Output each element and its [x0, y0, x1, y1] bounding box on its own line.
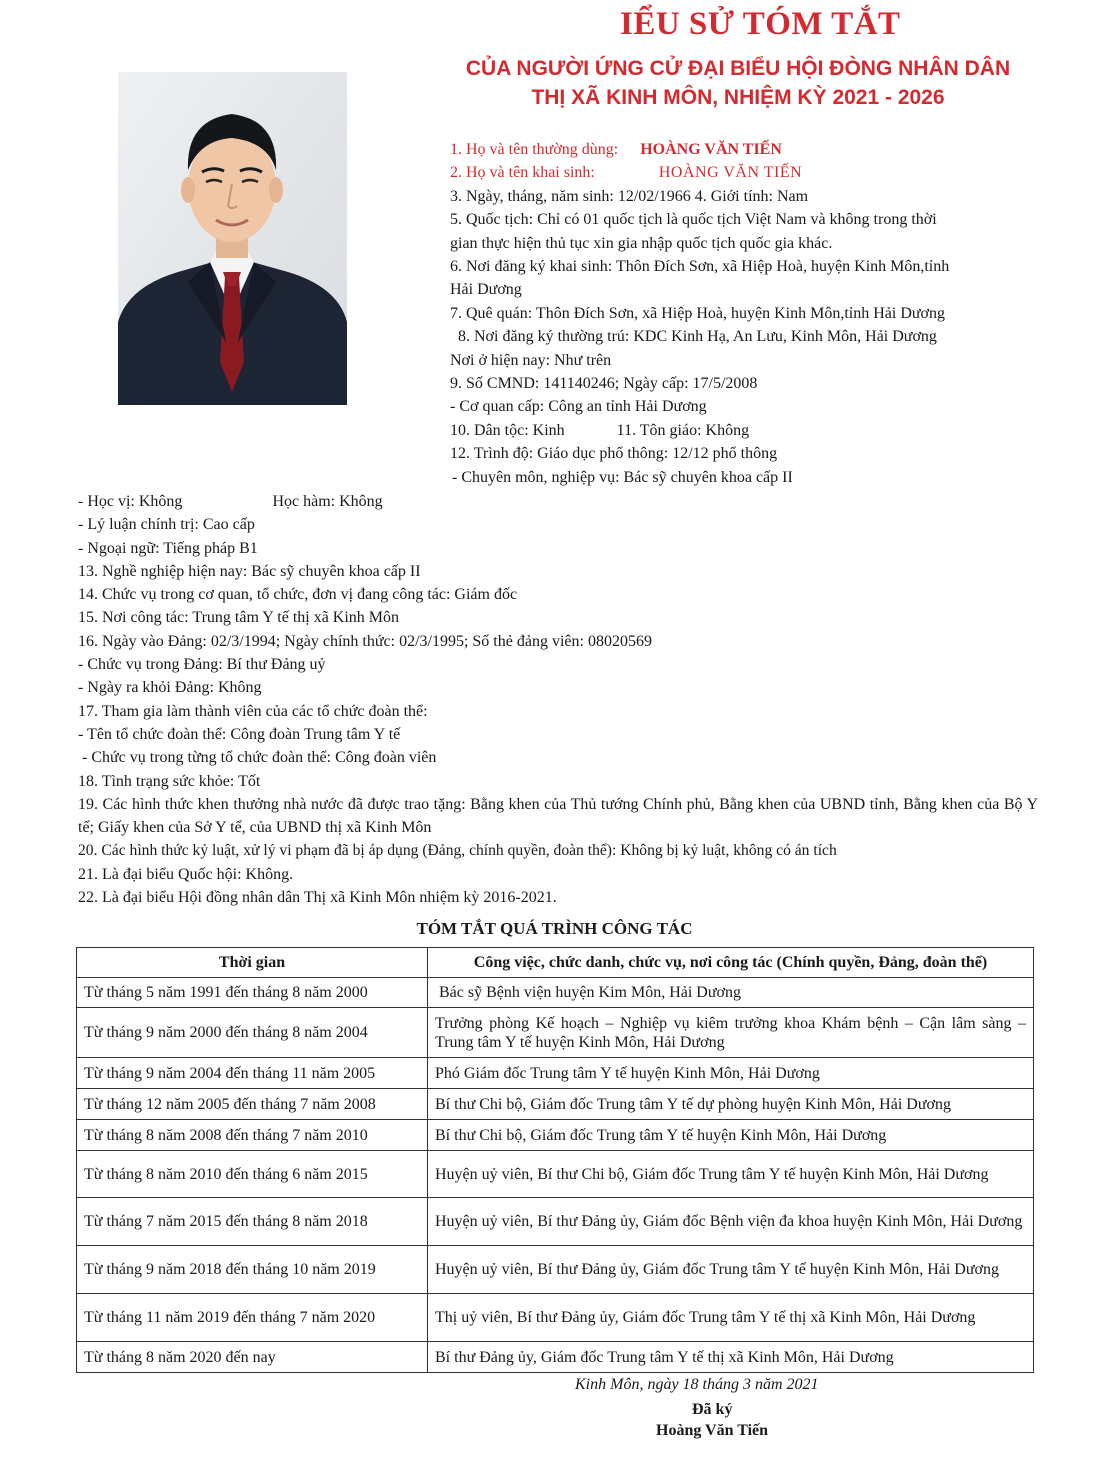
signature-date: Kinh Môn, ngày 18 tháng 3 năm 2021 [575, 1376, 819, 1393]
info-id-card: 9. Số CMND: 141140246; Ngày cấp: 17/5/2008 [450, 375, 758, 393]
row-work: Thị uỷ viên, Bí thư Đảng ủy, Giám đốc Trung tâm Y tế thị xã Kinh Môn, Hải Dương [428, 1294, 1034, 1342]
info-ethnicity: 10. Dân tộc: Kinh [450, 421, 565, 439]
row-time: Từ tháng 9 năm 2018 đến tháng 10 năm 2019 [77, 1246, 428, 1294]
info-hometown: 7. Quê quán: Thôn Đích Sơn, xã Hiệp Hoà, huyện Kinh Môn,tỉnh Hải Dương [450, 304, 946, 322]
document-subtitle-line1: CỦA NGƯỜI ỨNG CỬ ĐẠI BIỂU HỘI ĐÒNG NHÂN DÂN [465, 57, 1011, 80]
workplace: 15. Nơi công tác: Trung tâm Y tế thị xã Kinh Môn [78, 609, 400, 627]
column-header-time: Thời gian [77, 948, 428, 978]
info-common-name-label: 1. Họ và tên thường dùng: [450, 141, 619, 158]
personal-info-block [450, 138, 949, 489]
table-header-row [77, 948, 1034, 978]
table-row [77, 1294, 1034, 1342]
row-time: Từ tháng 8 năm 2020 đến nay [77, 1342, 428, 1373]
foreign-language: - Ngoại ngữ: Tiếng pháp B1 [78, 539, 258, 557]
council-delegate: 22. Là đại biểu Hội đồng nhân dân Thị xã Kinh Môn nhiệm kỳ 2016-2021. [78, 889, 557, 907]
row-time: Từ tháng 11 năm 2019 đến tháng 7 năm 2020 [77, 1294, 428, 1342]
row-time: Từ tháng 12 năm 2005 đến tháng 7 năm 2008 [77, 1089, 428, 1120]
political-theory: - Lý luận chính trị: Cao cấp [78, 516, 255, 534]
info-birth-name-row [450, 161, 949, 184]
table-row [77, 978, 1034, 1008]
current-position: 14. Chức vụ trong cơ quan, tổ chức, đơn vị đang công tác: Giám đốc [78, 586, 518, 604]
table-row [77, 1089, 1034, 1120]
info-birth-name-value: HOÀNG VĂN TIẾN [658, 164, 803, 182]
info-specialty: - Chuyên môn, nghiệp vụ: Bác sỹ chuyên khoa cấp II [452, 468, 793, 486]
row-work: Bí thư Chi bộ, Giám đốc Trung tâm Y tế huyện Kinh Môn, Hải Dương [428, 1120, 1034, 1151]
info-nationality-line1: 5. Quốc tịch: Chỉ có 01 quốc tịch là quốc tịch Việt Nam và không trong thời [450, 211, 937, 229]
info-education: 12. Trình độ: Giáo dục phổ thông: 12/12 phổ thông [450, 445, 778, 463]
signature-name: Hoàng Văn Tiến [656, 1422, 769, 1439]
row-work: Huyện uỷ viên, Bí thư Chi bộ, Giám đốc Trung tâm Y tế huyện Kinh Môn, Hải Dương [428, 1151, 1034, 1198]
portrait-illustration [118, 72, 347, 405]
row-time: Từ tháng 8 năm 2010 đến tháng 6 năm 2015 [77, 1151, 428, 1198]
row-time: Từ tháng 9 năm 2000 đến tháng 8 năm 2004 [77, 1008, 428, 1058]
row-work: Bí thư Đảng ủy, Giám đốc Trung tâm Y tế thị xã Kinh Môn, Hải Dương [428, 1342, 1034, 1373]
table-row [77, 1342, 1034, 1373]
candidate-portrait-photo [118, 72, 347, 405]
column-header-work: Công việc, chức danh, chức vụ, nơi công tác (Chính quyền, Đảng, đoàn thể) [428, 948, 1034, 978]
row-time: Từ tháng 7 năm 2015 đến tháng 8 năm 2018 [77, 1198, 428, 1246]
info-ethnicity-religion-row [450, 419, 949, 442]
info-birthdate-gender: 3. Ngày, tháng, năm sinh: 12/02/1966 4. Giới tính: Nam [450, 187, 809, 205]
academic-title: Học hàm: Không [272, 493, 383, 510]
info-current-residence: Nơi ở hiện nay: Như trên [450, 351, 612, 369]
party-leave-date: - Ngày ra khỏi Đảng: Không [78, 679, 262, 697]
signature-signed-label: Đã ký [692, 1401, 733, 1418]
row-work: Phó Giám đốc Trung tâm Y tế huyện Kinh Môn, Hải Dương [428, 1058, 1034, 1089]
organization-name: - Tên tổ chức đoàn thể: Công đoàn Trung tâm Y tế [78, 725, 401, 743]
health-status: 18. Tình trạng sức khỏe: Tốt [78, 772, 261, 790]
row-time: Từ tháng 9 năm 2004 đến tháng 11 năm 2005 [77, 1058, 428, 1089]
academic-degree: - Học vị: Không [78, 493, 183, 510]
party-position: - Chức vụ trong Đảng: Bí thư Đảng uỷ [78, 656, 326, 674]
row-time: Từ tháng 5 năm 1991 đến tháng 8 năm 2000 [77, 978, 428, 1008]
info-common-name-value: HOÀNG VĂN TIẾN [640, 141, 782, 158]
awards: 19. Các hình thức khen thưởng nhà nước đã được trao tặng: Bằng khen của Thủ tướng Chính phủ, Bằng khen của UBND tỉnh, Bằng khen của Bộ Y tế; Giấy khen của Sở Y tế, của UBND thị xã Kinh Môn [78, 795, 1038, 837]
current-occupation: 13. Nghề nghiệp hiện nay: Bác sỹ chuyên khoa cấp II [78, 562, 421, 580]
info-birth-registration-line1: 6. Nơi đăng ký khai sinh: Thôn Đích Sơn, xã Hiệp Hoà, huyện Kinh Môn,tỉnh [450, 258, 950, 276]
info-common-name-row [450, 138, 949, 161]
row-work: Trưởng phòng Kế hoạch – Nghiệp vụ kiêm trưởng khoa Khám bệnh – Cận lâm sàng – Trung tâm Y tế huyện Kinh Môn, Hải Dương [428, 1008, 1034, 1058]
info-religion: 11. Tôn giáo: Không [616, 421, 750, 439]
table-row [77, 1198, 1034, 1246]
row-work: Huyện uỷ viên, Bí thư Đảng ủy, Giám đốc Bệnh viện đa khoa huyện Kinh Môn, Hải Dương [428, 1198, 1034, 1246]
discipline: 20. Các hình thức kỷ luật, xử lý vi phạm đã bị áp dụng (Đảng, chính quyền, đoàn thể): Không bị kỷ luật, không có án tích [78, 842, 837, 860]
row-work: Bí thư Chi bộ, Giám đốc Trung tâm Y tế dự phòng huyện Kinh Môn, Hải Dương [428, 1089, 1034, 1120]
info-birth-name-label: 2. Họ và tên khai sinh: [450, 164, 595, 182]
table-row [77, 1008, 1034, 1058]
table-row [77, 1246, 1034, 1294]
work-history-table [76, 947, 1034, 1373]
info-id-issuer: - Cơ quan cấp: Công an tỉnh Hải Dương [450, 398, 707, 416]
info-birth-registration-line2: Hải Dương [450, 281, 522, 299]
row-work: Huyện uỷ viên, Bí thư Đảng ủy, Giám đốc Trung tâm Y tế huyện Kinh Môn, Hải Dương [428, 1246, 1034, 1294]
info-nationality-line2: gian thực hiện thủ tục xin gia nhập quốc tịch quốc gia khác. [450, 234, 833, 252]
table-row [77, 1151, 1034, 1198]
organization-membership: 17. Tham gia làm thành viên của các tổ chức đoàn thể: [78, 702, 428, 720]
row-time: Từ tháng 8 năm 2008 đến tháng 7 năm 2010 [77, 1120, 428, 1151]
document-title: IỂU SỬ TÓM TẮT [620, 6, 901, 42]
row-work: Bác sỹ Bệnh viện huyện Kim Môn, Hải Dương [428, 978, 1034, 1008]
national-assembly-delegate: 21. Là đại biểu Quốc hội: Không. [78, 865, 294, 883]
details-block [78, 490, 1038, 909]
organization-role: - Chức vụ trong từng tổ chức đoàn thể: Công đoàn viên [78, 749, 437, 767]
party-admission: 16. Ngày vào Đảng: 02/3/1994; Ngày chính thức: 02/3/1995; Số thẻ đảng viên: 08020569 [78, 632, 652, 650]
degree-row [78, 490, 1038, 513]
info-permanent-residence: 8. Nơi đăng ký thường trú: KDC Kinh Hạ, An Lưu, Kinh Môn, Hải Dương [450, 328, 937, 346]
document-subtitle-line2: THỊ XÃ KINH MÔN, NHIỆM KỲ 2021 - 2026 [531, 86, 945, 109]
work-history-title: TÓM TẮT QUÁ TRÌNH CÔNG TÁC [416, 919, 693, 938]
table-row [77, 1120, 1034, 1151]
table-row [77, 1058, 1034, 1089]
